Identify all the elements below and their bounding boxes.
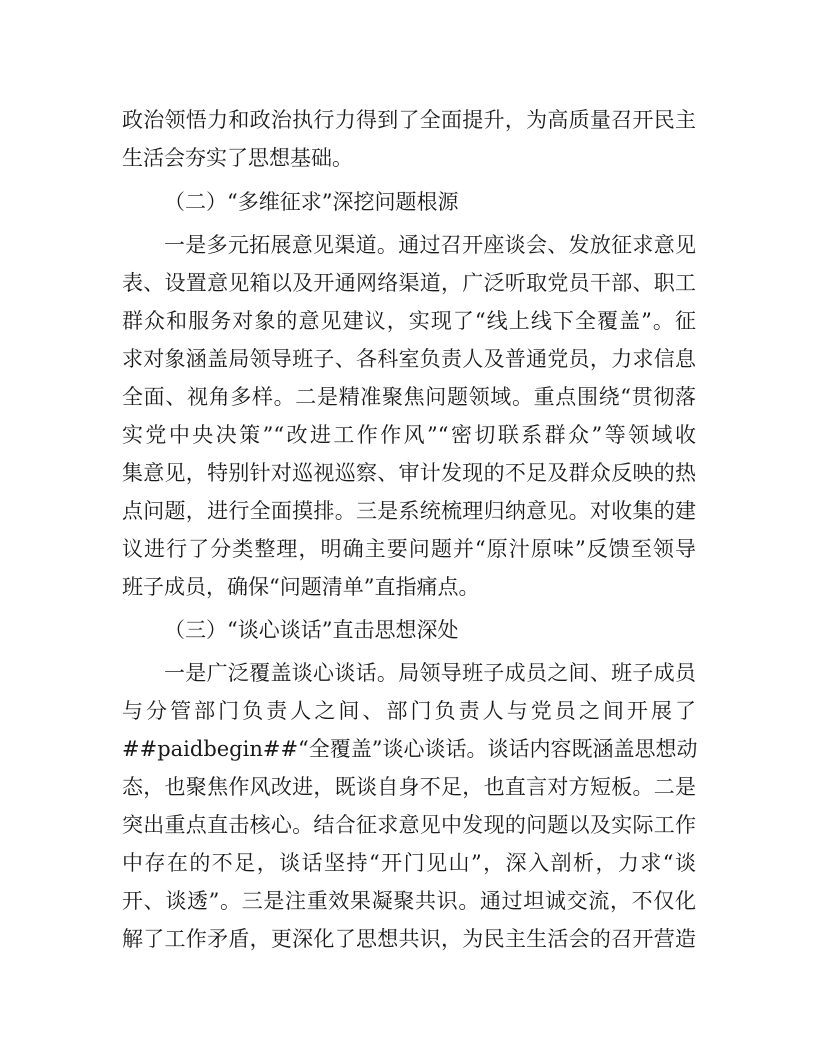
paragraph-line: 实党中央决策”“改进工作作风”“密切联系群众”等领域收 [122, 423, 696, 447]
paragraph-line: 议进行了分类整理，明确主要问题并“原汁原味”反馈至领导 [122, 537, 696, 561]
paragraph-line: 表、设置意见箱以及开通网络渠道，广泛听取党员干部、职工 [122, 271, 696, 295]
paragraph-line: 突出重点直击核心。结合征求意见中发现的问题以及实际工作 [122, 813, 696, 837]
section-heading: （二）“多维征求”深挖问题根源 [164, 190, 459, 214]
paragraph-line: 政治领悟力和政治执行力得到了全面提升，为高质量召开民主 [122, 108, 696, 132]
paragraph-line: 群众和服务对象的意见建议，实现了“线上线下全覆盖”。征 [122, 309, 696, 333]
paragraph-line: 求对象涵盖局领导班子、各科室负责人及普通党员，力求信息 [122, 347, 696, 371]
paragraph-line: 解了工作矛盾，更深化了思想共识，为民主生活会的召开营造 [122, 927, 696, 951]
paragraph-line: 生活会夯实了思想基础。 [122, 146, 353, 170]
paragraph-line: 与分管部门负责人之间、部门负责人与党员之间开展了 [122, 699, 696, 723]
paragraph-line: 集意见，特别针对巡视巡察、审计发现的不足及群众反映的热 [122, 461, 696, 485]
paragraph-line: 中存在的不足，谈话坚持“开门见山”，深入剖析，力求“谈 [122, 851, 696, 875]
paragraph-line: 点问题，进行全面摸排。三是系统梳理归纳意见。对收集的建 [122, 499, 696, 523]
paragraph-line: 一是多元拓展意见渠道。通过召开座谈会、发放征求意见 [164, 233, 696, 257]
paragraph-line: 态，也聚焦作风改进，既谈自身不足，也直言对方短板。二是 [122, 775, 696, 799]
paragraph-line: ##paidbegin##“全覆盖”谈心谈话。谈话内容既涵盖思想动 [122, 737, 698, 761]
section-heading: （三）“谈心谈话”直击思想深处 [164, 618, 459, 642]
paragraph-line: 开、谈透”。三是注重效果凝聚共识。通过坦诚交流，不仅化 [122, 889, 696, 913]
paragraph-line: 全面、视角多样。二是精准聚焦问题领域。重点围绕“贯彻落 [122, 385, 696, 409]
paragraph-line: 一是广泛覆盖谈心谈话。局领导班子成员之间、班子成员 [164, 661, 696, 685]
paragraph-line: 班子成员，确保“问题清单”直指痛点。 [122, 575, 480, 599]
